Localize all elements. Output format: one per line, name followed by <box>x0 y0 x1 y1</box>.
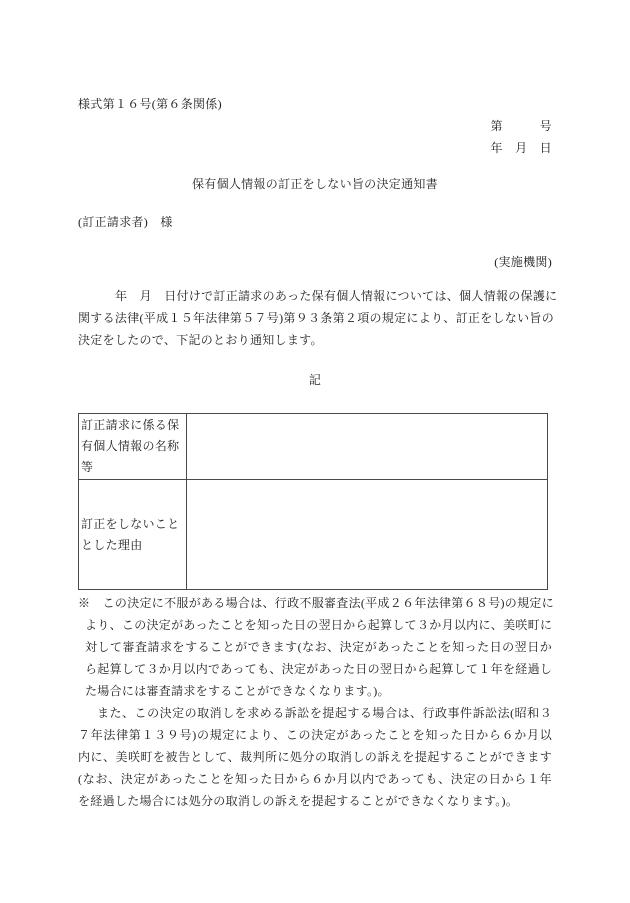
note1-line-5: た場合には審査請求をすることができなくなります。)。 <box>85 684 390 698</box>
document-date-line: 年 月 日 <box>490 141 552 155</box>
addressee: (訂正請求者) 様 <box>78 215 173 229</box>
record-heading: 記 <box>308 373 322 387</box>
note1-line-2: より、この決定があったことを知った日の翌日から起算して３か月以内に、美咲町に <box>85 618 553 632</box>
row-reason-value <box>187 480 548 590</box>
body-line-2: 関する法律(平成１５年法律第５７号)第９３条第２項の規定により、訂正をしない旨の <box>78 311 554 325</box>
note1-line-3: 対して審査請求をすることができます(なお、決定があったことを知った日の翌日か <box>85 640 552 654</box>
body-line-1: 年 月 日付けで訂正請求のあった保有個人情報については、個人情報の保護に <box>115 289 558 303</box>
row-reason-label: 訂正をしないこととした理由 <box>79 480 187 590</box>
document-number-line: 第 号 <box>490 119 552 133</box>
body-line-3: 決定をしたので、下記のとおり通知します。 <box>78 333 323 347</box>
form-number: 様式第１６号(第６条関係) <box>78 97 222 111</box>
issuer-label: (実施機関) <box>494 255 552 269</box>
row-name-label: 訂正請求に係る保有個人情報の名称等 <box>79 414 187 480</box>
note2-line-2: ７年法律第１３９号)の規定により、この決定があったことを知った日から６か月以 <box>78 728 552 742</box>
note2-line-3: 内に、美咲町を被告として、裁判所に処分の取消しの訴えを提起することができます <box>78 750 552 764</box>
note2-line-4: (なお、決定があったことを知った日から６か月以内であっても、決定の日から１年 <box>78 772 552 786</box>
row-name-value <box>187 414 548 480</box>
details-table <box>78 413 548 590</box>
note2-line-1: また、この決定の取消しを求める訴訟を提起する場合は、行政事件訴訟法(昭和３ <box>97 706 552 720</box>
table-row-name <box>79 414 548 480</box>
note1-line-1: ※ この決定に不服がある場合は、行政不服審査法(平成２６年法律第６８号)の規定に <box>78 596 554 610</box>
document-title: 保有個人情報の訂正をしない旨の決定通知書 <box>191 177 438 191</box>
body-paragraph <box>78 285 558 351</box>
table-row-reason <box>79 480 548 590</box>
note1-line-4: ら起算して３か月以内であっても、決定があった日の翌日から起算して１年を経過し <box>85 662 553 676</box>
note2-line-5: を経過した場合には処分の取消しの訴えを提起することができなくなります。)。 <box>78 794 519 808</box>
notes-section <box>78 592 552 812</box>
